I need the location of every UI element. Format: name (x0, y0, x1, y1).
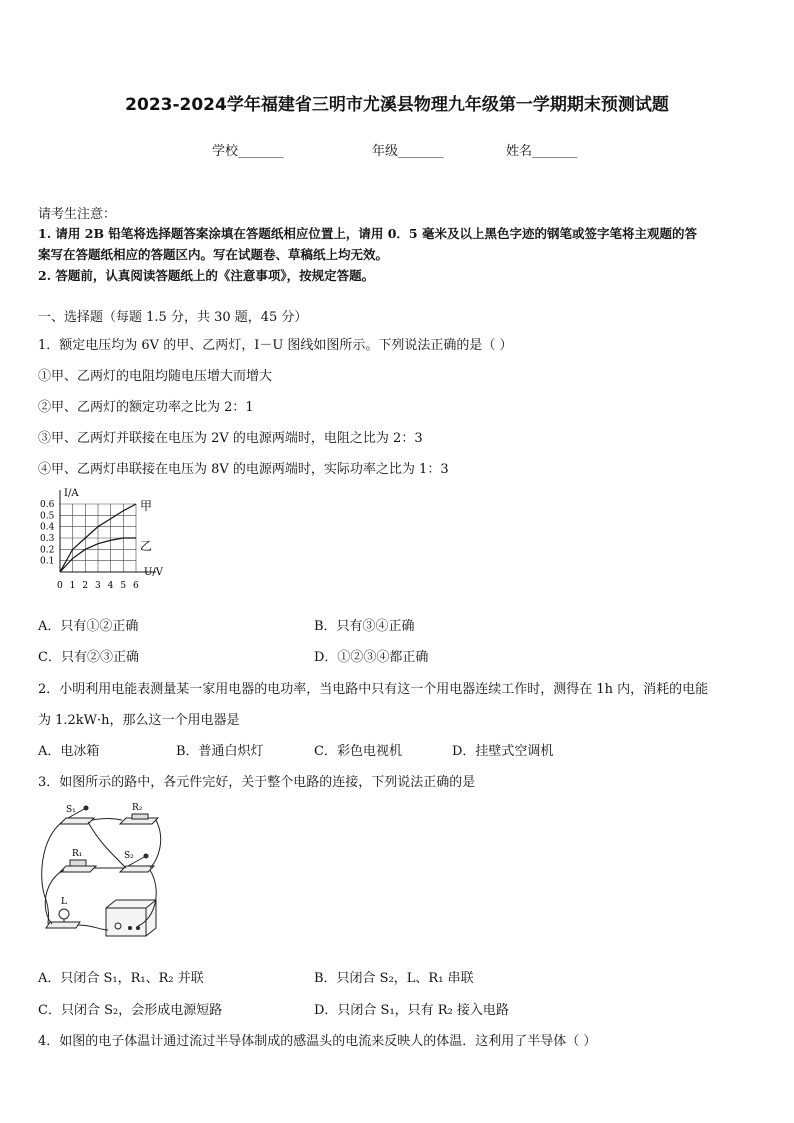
label-l: L (61, 897, 67, 907)
q3-option-a[interactable]: A．只闭合 S₁，R₁、R₂ 并联 (38, 971, 204, 986)
y-tick-label: 0.2 (40, 545, 55, 556)
q2-option-d[interactable]: D．挂壁式空调机 (452, 744, 554, 759)
grade-field: 年级_______ (372, 144, 444, 159)
series-label-jia: 甲 (140, 499, 153, 513)
q2-stem-b: 为 1.2kW·h，那么这一个用电器是 (38, 713, 240, 728)
x-tick-label: 0 (57, 581, 63, 591)
y-axis-label: I/A (64, 488, 79, 499)
notice-item-1b: 案写在答题纸相应的答题区内。写在试题卷、草稿纸上均无效。 (38, 247, 389, 262)
y-tick-label: 0.3 (40, 534, 55, 544)
page-title: 2023-2024学年福建省三明市尤溪县物理九年级第一学期期末预测试题 (125, 95, 669, 115)
notice-heading: 请考生注意： (38, 207, 117, 222)
x-tick-label: 2 (82, 581, 89, 591)
y-tick-label: 0.5 (40, 511, 55, 522)
notice-item-2: 2. 答题前，认真阅读答题纸上的《注意事项》，按规定答题。 (38, 268, 375, 283)
q4-stem: 4．如图的电子体温计通过流过半导体制成的感温头的电流来反映人的体温．这利用了半导体（ ） (38, 1034, 597, 1049)
x-tick-label: 6 (133, 581, 139, 591)
q2-option-b[interactable]: B．普通白炽灯 (176, 744, 264, 759)
x-tick-label: 5 (120, 581, 127, 591)
x-axis-label: U/V (144, 567, 164, 578)
label-r2: R₂ (132, 803, 143, 813)
school-field: 学校_______ (212, 144, 284, 159)
q3-option-c[interactable]: C．只闭合 S₂，会形成电源短路 (38, 1003, 223, 1018)
circuit-diagram (38, 800, 168, 945)
name-field: 姓名_______ (506, 144, 578, 159)
q1-option-c[interactable]: C．只有②③正确 (38, 650, 139, 665)
q1-stem: 1．额定电压均为 6V 的甲、乙两灯，I－U 图线如图所示。下列说法正确的是（ ） (38, 338, 513, 353)
y-tick-label: 0.1 (40, 556, 55, 567)
label-r1: R₁ (72, 849, 83, 859)
q1-statement-4: ④甲、乙两灯串联接在电压为 8V 的电源两端时，实际功率之比为 1：3 (38, 462, 449, 477)
x-tick-label: 3 (95, 581, 101, 591)
y-tick-label: 0.6 (40, 500, 55, 510)
q1-statement-3: ③甲、乙两灯并联接在电压为 2V 的电源两端时，电阻之比为 2：3 (38, 431, 423, 446)
q1-statement-2: ②甲、乙两灯的额定功率之比为 2：1 (38, 400, 254, 415)
x-tick-label: 1 (69, 581, 76, 591)
q1-option-a[interactable]: A．只有①②正确 (38, 619, 139, 634)
q1-option-b[interactable]: B．只有③④正确 (314, 619, 415, 634)
q2-option-c[interactable]: C．彩色电视机 (314, 744, 402, 759)
label-s1: S₁ (66, 805, 76, 815)
iu-graph (38, 484, 178, 596)
q2-stem-a: 2．小明利用电能表测量某一家用电器的电功率，当电路中只有这一个用电器连续工作时，测得在 1h 内，消耗的电能 (38, 682, 709, 697)
notice-item-1a: 1. 请用 2B 铅笔将选择题答案涂填在答题纸相应位置上，请用 0．5 毫米及以上黑色字迹的钢笔或签字笔将主观题的答 (38, 226, 697, 241)
q2-option-a[interactable]: A．电冰箱 (38, 744, 100, 759)
q3-option-b[interactable]: B．只闭合 S₂，L、R₁ 串联 (314, 971, 474, 986)
series-label-yi: 乙 (140, 539, 153, 553)
q1-statement-1: ①甲、乙两灯的电阻均随电压增大而增大 (38, 369, 273, 384)
x-tick-label: 4 (107, 581, 114, 591)
y-tick-label: 0.4 (40, 522, 55, 533)
q3-option-d[interactable]: D．只闭合 S₁，只有 R₂ 接入电路 (314, 1003, 509, 1018)
q1-option-d[interactable]: D．①②③④都正确 (314, 650, 429, 665)
section-heading: 一、选择题（每题 1.5 分，共 30 题，45 分） (38, 310, 308, 325)
label-s2: S₂ (124, 851, 134, 861)
q3-stem: 3．如图所示的路中，各元件完好，关于整个电路的连接，下列说法正确的是 (38, 775, 476, 790)
